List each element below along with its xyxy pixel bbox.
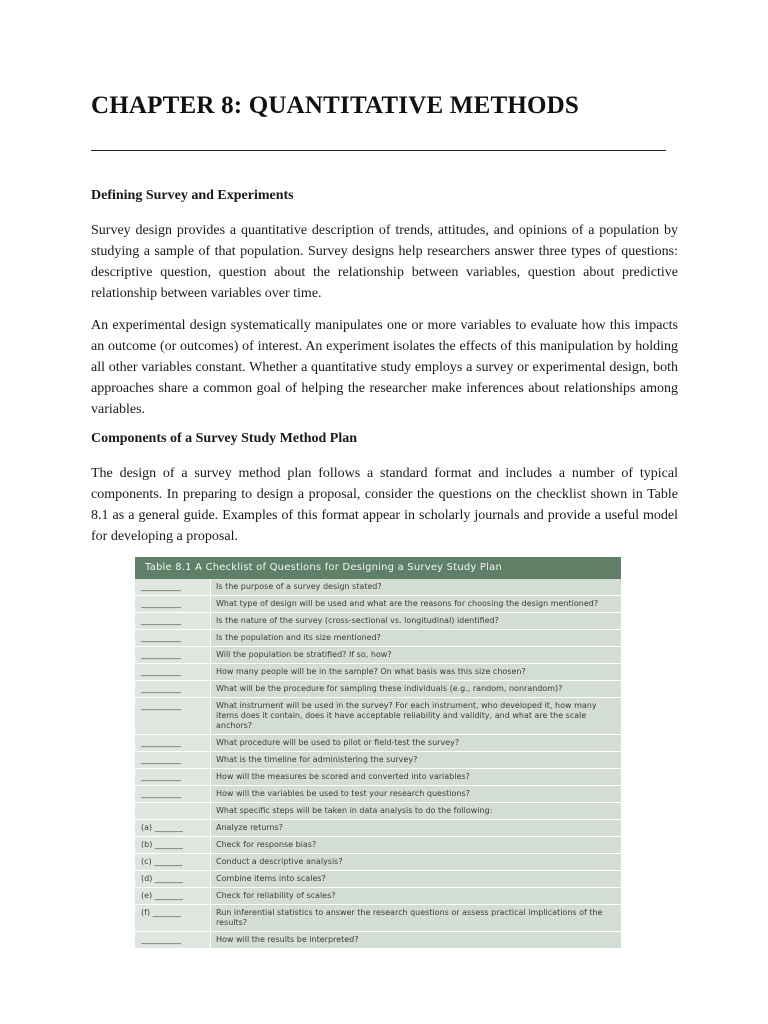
checkbox-blank-cell: __________	[135, 786, 211, 802]
section-heading-components: Components of a Survey Study Method Plan	[91, 431, 358, 446]
question-cell: What is the timeline for administering the survey?	[211, 752, 621, 768]
checkbox-blank-cell: __________	[135, 647, 211, 663]
table-row	[135, 854, 621, 871]
question-cell: Analyze returns?	[211, 820, 621, 836]
table-title: Table 8.1 A Checklist of Questions for Designing a Survey Study Plan	[135, 557, 621, 579]
table-body	[135, 579, 621, 949]
section-heading-defining: Defining Survey and Experiments	[91, 188, 294, 203]
question-cell: Is the purpose of a survey design stated?	[211, 579, 621, 595]
checkbox-blank-cell: (f) _______	[135, 905, 211, 931]
question-cell: Combine items into scales?	[211, 871, 621, 887]
table-row	[135, 613, 621, 630]
question-cell: What instrument will be used in the survey? For each instrument, who developed it, how many items does it contain, does it have acceptable reliability and validity, and what are the scale anchors?	[211, 698, 621, 734]
paragraph-experimental-design: An experimental design systematically manipulates one or more variables to evaluate how this impacts an outcome (or outcomes) of interest. An experiment isolates the effects of this manipulation by holding all other variables constant. Whether a quantitative study employs a survey or experimental design, both approaches share a common goal of helping the researcher make inferences about relationships among variables.	[91, 318, 678, 417]
checkbox-blank-cell: __________	[135, 932, 211, 948]
question-cell: Will the population be stratified? If so, how?	[211, 647, 621, 663]
checkbox-blank-cell: (e) _______	[135, 888, 211, 904]
table-row	[135, 786, 621, 803]
chapter-title: CHAPTER 8: QUANTITATIVE METHODS	[91, 92, 579, 119]
question-cell: Conduct a descriptive analysis?	[211, 854, 621, 870]
table-row	[135, 681, 621, 698]
checkbox-blank-cell: __________	[135, 664, 211, 680]
checkbox-blank-cell	[135, 803, 211, 819]
question-cell: Check for response bias?	[211, 837, 621, 853]
question-cell: What will be the procedure for sampling these individuals (e.g., random, nonrandom)?	[211, 681, 621, 697]
table-row	[135, 630, 621, 647]
table-row	[135, 752, 621, 769]
checkbox-blank-cell: __________	[135, 630, 211, 646]
table-row	[135, 871, 621, 888]
checkbox-blank-cell: (d) _______	[135, 871, 211, 887]
question-cell: Is the population and its size mentioned?	[211, 630, 621, 646]
checkbox-blank-cell: __________	[135, 735, 211, 751]
table-row	[135, 579, 621, 596]
checkbox-blank-cell: __________	[135, 579, 211, 595]
table-row	[135, 664, 621, 681]
checkbox-blank-cell: __________	[135, 698, 211, 734]
paragraph-survey-design: Survey design provides a quantitative description of trends, attitudes, and opinions of a population by studying a sample of that population. Survey designs help researchers answer three types of questions: descriptive question, question about the relationship between variables, question about predictive relationship between variables over time.	[91, 223, 678, 301]
question-cell: Is the nature of the survey (cross-sectional vs. longitudinal) identified?	[211, 613, 621, 629]
table-row	[135, 698, 621, 735]
checkbox-blank-cell: __________	[135, 596, 211, 612]
table-row	[135, 888, 621, 905]
checkbox-blank-cell: (c) _______	[135, 854, 211, 870]
checkbox-blank-cell: __________	[135, 613, 211, 629]
checklist-table	[135, 557, 621, 949]
checkbox-blank-cell: __________	[135, 769, 211, 785]
question-cell: How will the variables be used to test your research questions?	[211, 786, 621, 802]
title-divider	[91, 150, 666, 151]
checkbox-blank-cell: __________	[135, 752, 211, 768]
question-cell: What type of design will be used and what are the reasons for choosing the design mentioned?	[211, 596, 621, 612]
checkbox-blank-cell: (a) _______	[135, 820, 211, 836]
question-cell: What specific steps will be taken in data analysis to do the following:	[211, 803, 621, 819]
question-cell: How will the measures be scored and converted into variables?	[211, 769, 621, 785]
checkbox-blank-cell: (b) _______	[135, 837, 211, 853]
table-row	[135, 769, 621, 786]
table-row	[135, 596, 621, 613]
question-cell: What procedure will be used to pilot or field-test the survey?	[211, 735, 621, 751]
question-cell: How will the results be interpreted?	[211, 932, 621, 948]
question-cell: Check for reliability of scales?	[211, 888, 621, 904]
table-row	[135, 837, 621, 854]
question-cell: How many people will be in the sample? On what basis was this size chosen?	[211, 664, 621, 680]
table-row	[135, 905, 621, 932]
table-row	[135, 932, 621, 949]
paragraph-survey-method-plan: The design of a survey method plan follows a standard format and includes a number of typical components. In preparing to design a proposal, consider the questions on the checklist shown in Table 8.1 as a general guide. Examples of this format appear in scholarly journals and provide a useful model for developing a proposal.	[91, 466, 678, 544]
table-row	[135, 735, 621, 752]
checkbox-blank-cell: __________	[135, 681, 211, 697]
question-cell: Run inferential statistics to answer the research questions or assess practical implications of the results?	[211, 905, 621, 931]
table-row	[135, 803, 621, 820]
table-row	[135, 820, 621, 837]
table-row	[135, 647, 621, 664]
